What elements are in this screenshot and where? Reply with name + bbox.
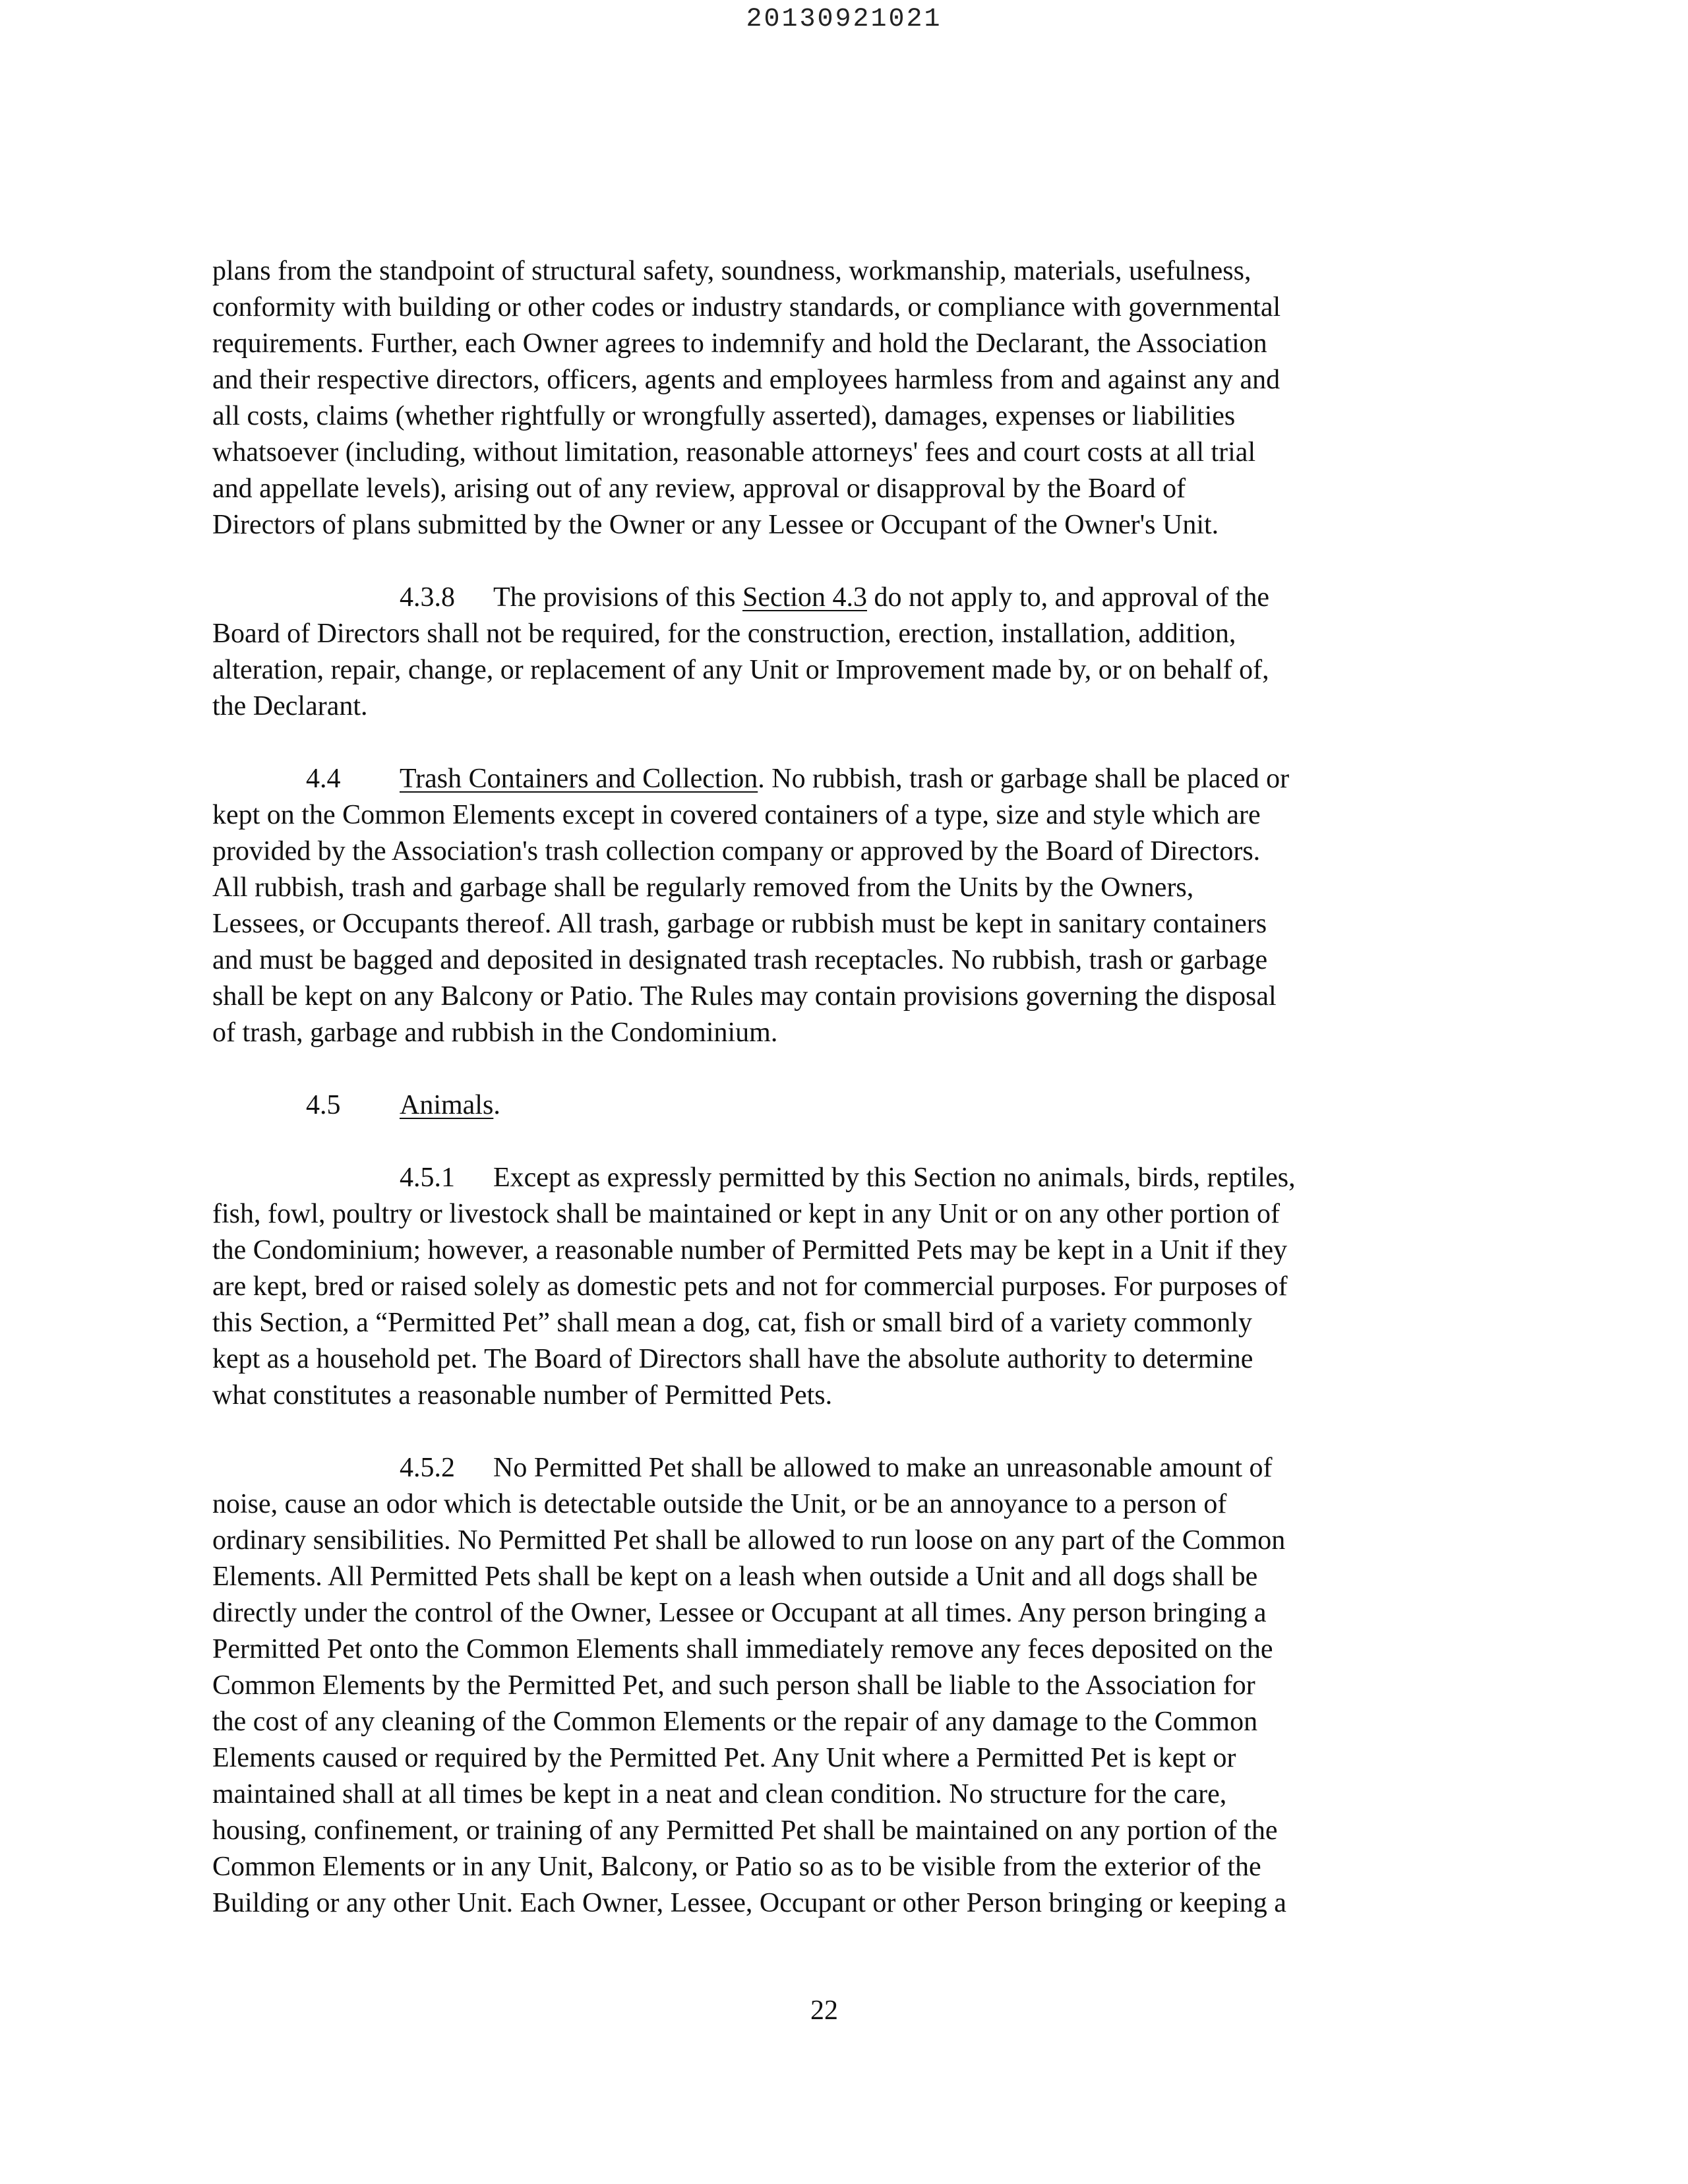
page-number: 22	[810, 1995, 838, 2026]
section-text: Except as expressly permitted by this Section no animals, birds, reptiles,	[493, 1163, 1296, 1193]
section-reference: Section 4.3	[742, 582, 867, 613]
section-text: . No rubbish, trash or garbage shall be placed or	[758, 764, 1290, 794]
text-line: and appellate levels), arising out of any review, approval or disapproval by the Board of	[212, 473, 1186, 504]
section-text: .	[493, 1090, 500, 1120]
text-line: Elements caused or required by the Permitted Pet. Any Unit where a Permitted Pet is kept or	[212, 1743, 1236, 1773]
page-body	[212, 253, 1439, 1958]
text-line: and their respective directors, officers, agents and employees harmless from and against any and	[212, 365, 1281, 395]
section-text: No Permitted Pet shall be allowed to make an unreasonable amount of	[493, 1453, 1273, 1483]
paragraph-continuation	[212, 253, 1439, 543]
text-line: Permitted Pet onto the Common Elements shall immediately remove any feces deposited on the	[212, 1634, 1273, 1664]
section-4-5-1	[212, 1160, 1439, 1414]
section-text: The provisions of this	[493, 582, 742, 613]
text-line: the Declarant.	[212, 691, 368, 721]
text-line: this Section, a “Permitted Pet” shall mean a dog, cat, fish or small bird of a variety commonly	[212, 1308, 1252, 1338]
text-line: Directors of plans submitted by the Owner or any Lessee or Occupant of the Owner's Unit.	[212, 510, 1219, 540]
text-line: what constitutes a reasonable number of Permitted Pets.	[212, 1380, 833, 1410]
section-number: 4.5.1	[400, 1163, 455, 1193]
section-number: 4.3.8	[400, 582, 455, 613]
text-line: all costs, claims (whether rightfully or wrongfully asserted), damages, expenses or liabilities	[212, 401, 1236, 431]
text-line: Elements. All Permitted Pets shall be kept on a leash when outside a Unit and all dogs shall be	[212, 1562, 1258, 1592]
section-first-line	[212, 1160, 1439, 1196]
text-line: kept on the Common Elements except in covered containers of a type, size and style which are	[212, 800, 1261, 830]
document-number: 20130921021	[746, 5, 942, 34]
text-line: the cost of any cleaning of the Common Elements or the repair of any damage to the Common	[212, 1707, 1258, 1737]
section-number: 4.5	[306, 1090, 341, 1120]
section-heading: Trash Containers and Collection	[400, 764, 758, 794]
section-4-5	[212, 1087, 1439, 1124]
text-line: ordinary sensibilities. No Permitted Pet shall be allowed to run loose on any part of the Common	[212, 1525, 1286, 1556]
text-line: alteration, repair, change, or replacement of any Unit or Improvement made by, or on behalf of,	[212, 655, 1269, 685]
text-line: conformity with building or other codes or industry standards, or compliance with governmental	[212, 292, 1281, 322]
text-line: Board of Directors shall not be required, for the construction, erection, installation, addition,	[212, 619, 1236, 649]
section-4-5-2	[212, 1450, 1439, 1922]
section-number: 4.5.2	[400, 1453, 455, 1483]
text-line: Lessees, or Occupants thereof. All trash, garbage or rubbish must be kept in sanitary containers	[212, 909, 1267, 939]
text-line: noise, cause an odor which is detectable outside the Unit, or be an annoyance to a person of	[212, 1489, 1227, 1519]
text-line: shall be kept on any Balcony or Patio. The Rules may contain provisions governing the disposal	[212, 981, 1277, 1012]
text-line: Common Elements by the Permitted Pet, and such person shall be liable to the Association for	[212, 1670, 1255, 1701]
text-line: are kept, bred or raised solely as domestic pets and not for commercial purposes. For purposes of	[212, 1271, 1288, 1302]
text-line: Common Elements or in any Unit, Balcony, or Patio so as to be visible from the exterior of the	[212, 1852, 1261, 1882]
text-line: fish, fowl, poultry or livestock shall be maintained or kept in any Unit or on any other portion of	[212, 1199, 1281, 1229]
text-line: All rubbish, trash and garbage shall be regularly removed from the Units by the Owners,	[212, 872, 1194, 903]
section-number: 4.4	[306, 764, 341, 794]
text-line: kept as a household pet. The Board of Directors shall have the absolute authority to determine	[212, 1344, 1253, 1374]
section-first-line	[212, 761, 1439, 797]
text-line: directly under the control of the Owner, Lessee or Occupant at all times. Any person bringing a	[212, 1598, 1267, 1628]
section-4-3-8	[212, 580, 1439, 725]
text-line: Building or any other Unit. Each Owner, Lessee, Occupant or other Person bringing or keeping a	[212, 1888, 1286, 1918]
section-first-line	[212, 1450, 1439, 1486]
text-line: the Condominium; however, a reasonable number of Permitted Pets may be kept in a Unit if they	[212, 1235, 1288, 1265]
text-line: housing, confinement, or training of any Permitted Pet shall be maintained on any portion of the	[212, 1815, 1278, 1846]
text-line: maintained shall at all times be kept in a neat and clean condition. No structure for the care,	[212, 1779, 1227, 1809]
section-heading: Animals	[400, 1090, 494, 1120]
section-first-line	[212, 580, 1439, 616]
text-line: and must be bagged and deposited in designated trash receptacles. No rubbish, trash or garbage	[212, 945, 1268, 975]
text-line: provided by the Association's trash collection company or approved by the Board of Directors.	[212, 836, 1261, 866]
section-4-4	[212, 761, 1439, 1051]
text-line: requirements. Further, each Owner agrees to indemnify and hold the Declarant, the Association	[212, 328, 1267, 359]
text-line: of trash, garbage and rubbish in the Condominium.	[212, 1017, 778, 1048]
text-line: plans from the standpoint of structural safety, soundness, workmanship, materials, usefulness,	[212, 256, 1251, 286]
section-heading-line	[212, 1087, 1439, 1124]
text-line: whatsoever (including, without limitation, reasonable attorneys' fees and court costs at all trial	[212, 437, 1256, 468]
section-text: do not apply to, and approval of the	[866, 582, 1269, 613]
